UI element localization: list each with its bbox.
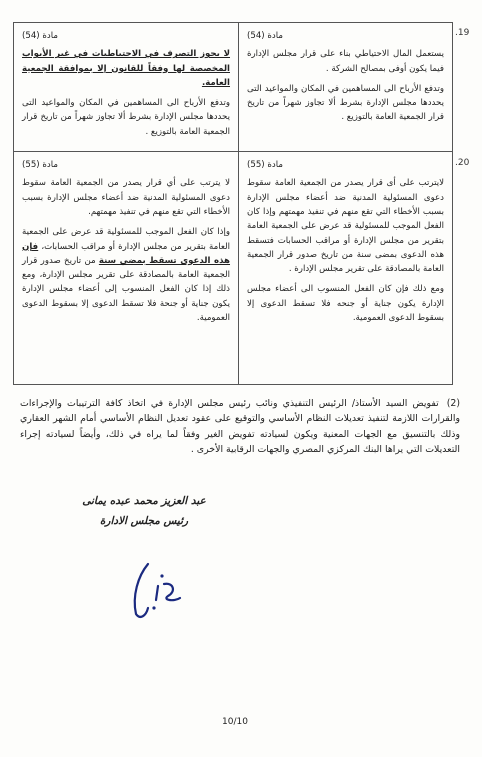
article-paragraph: لايترتب على أى قرار يصدر من الجمعية العامة سقوط دعوى المسئولية المدنية ضد أعضاء مجلس الإدارة بسبب الأخطاء التي تقع منهم في تنفيذ مهمتهم وإذا كان الفعل الموجب للمسئولية قد عرض على الجمعية العامة بتقرير من مجلس الإدارة أو مراقب الحسابات فتسقط هذه الدعوى بمضى سنة من تاريخ صدور قرار الجمعية العامة بالمصادقة على تقرير مجلس الإدارة . (247, 178, 444, 275)
page-number: 10/10 (222, 717, 248, 727)
signer-role: رئيس مجلس الادارة (99, 515, 189, 527)
article-paragraph: وتدفع الأرباح الى المساهمين في المكان والمواعيد التى يحددها مجلس الإدارة بشرط ألا تجاوز شهراً من تاريخ قرار الجمعية العامة بالتوزيع . (247, 83, 444, 123)
handwritten-signature (118, 556, 198, 626)
article-text: من تاريخ صدور قرار الجمعية العامة بالمصادقة على تقرير مجلس الإدارة، ومع ذلك إذا كان الفعل المنسوب إلى أعضاء مجلس الإدارة يكون جناية أو جنحة فلا تسقط الدعوى إلا بسقوط الدعوى العمومية. (22, 255, 230, 324)
table-row (14, 152, 453, 385)
article-paragraph: لا يترتب على أي قرار يصدر من الجمعية العامة سقوط دعوى المسئولية المدنية ضد أعضاء مجلس الإدارة بسبب الأخطاء التي تقع منهم في تنفيذ مهمتهم. (22, 178, 230, 217)
article-paragraph: وتدفع الأرباح الى المساهمين في المكان والمواعيد التى يحددها مجلس الإدارة بشرط ألا تجاوز شهراً من تاريخ قرار الجمعية العامة بالتوزيع . (22, 98, 230, 137)
article-title: مادة (54) (247, 31, 283, 41)
article-bold-text: لا يجوز التصرف في الاحتياطيات في غير الأبواب المخصصة لها وفقاً للقانون إلا بموافقة الجمعية العامة. (22, 49, 230, 88)
item-text: تفويض السيد الأستاذ/ الرئيس التنفيذي ونائب رئيس مجلس الإدارة في اتخاذ كافة الترتيبات والإجراءات والقرارات اللازمة لتنفيذ تعديلات النظام الأساسي والتوقيع على عقود تعديل النظام الأساسي أمام الشهر العقاري وذلك بالتنسيق مع الجهات المعنية ويكون لسيادته تفويض الغير وفقاً لما يراه في ذلك، وأيضاً لسيادته إجراء التعديلات التي يراها البنك المركزي المصري والجهات الرقابية الأخرى . (20, 398, 460, 455)
article-text: وإذا كان الفعل الموجب للمسئولية قد عرض على الجمعية العامة بتقرير من مجلس الإدارة أو مراقب الحسابات، (22, 227, 231, 252)
article-title: مادة (54) (22, 31, 58, 41)
article-paragraph: يستعمل المال الاحتياطي بناء على قرار مجلس الإدارة فيما يكون أوفى بمصالح الشركة . (247, 49, 444, 74)
new-article-cell (14, 152, 239, 385)
old-article-cell (239, 152, 453, 385)
new-article-cell (14, 23, 239, 152)
article-title: مادة (55) (22, 160, 58, 171)
row-number: .19 (455, 28, 470, 38)
articles-comparison-table (13, 22, 453, 385)
signature-block (44, 491, 244, 531)
row-number: .20 (455, 158, 470, 168)
old-article-cell (239, 23, 453, 152)
table-row (14, 23, 453, 152)
article-title: مادة (55) (247, 160, 283, 171)
article-bold-text: فإن هذه الدعوى تسقط بمضي سنة (22, 241, 231, 266)
article-paragraph: ومع ذلك فإن كان الفعل المنسوب الى أعضاء مجلس الإدارة يكون جناية أو جنحه فلا تسقط الدعوى إلا بسقوط الدعوى العمومية. (247, 284, 444, 324)
signer-name: عبد العزيز محمد عبده يمانى (82, 495, 206, 507)
item-number: (2) (446, 398, 460, 409)
resolution-item (20, 396, 460, 457)
